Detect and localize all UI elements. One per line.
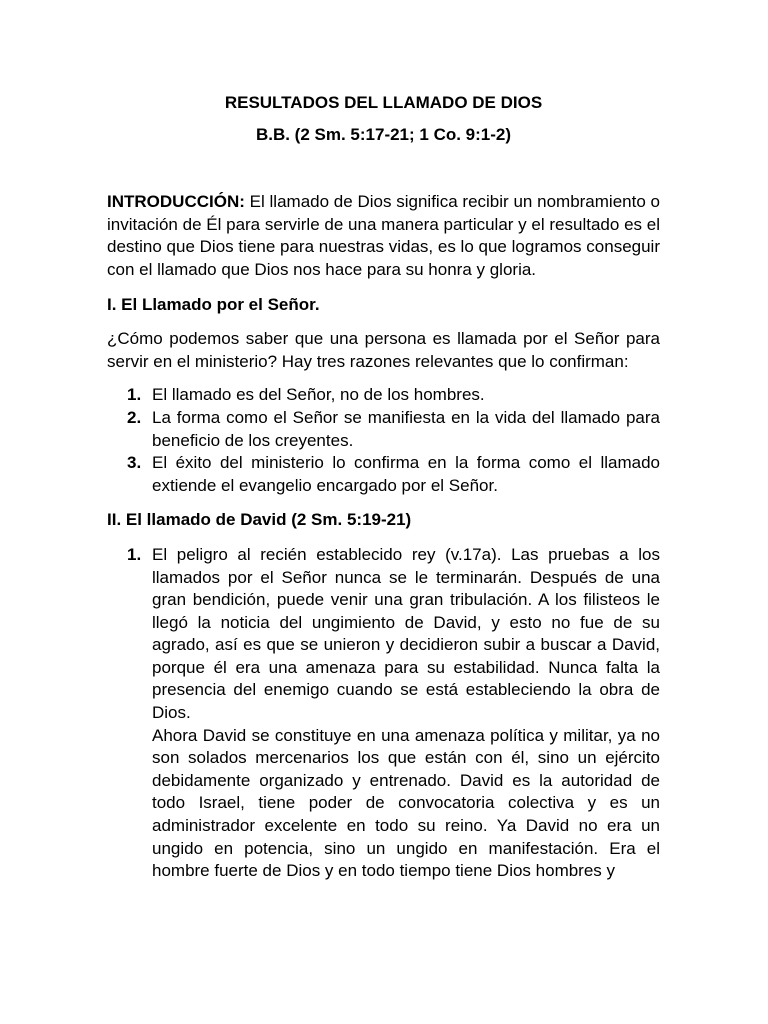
document-page xyxy=(107,92,660,883)
scripture-reference: B.B. (2 Sm. 5:17-21; 1 Co. 9:1-2) xyxy=(255,124,512,144)
document-title: RESULTADOS DEL LLAMADO DE DIOS xyxy=(224,93,543,112)
section-2-heading: II. El llamado de David (2 Sm. 5:19-21) xyxy=(107,510,412,530)
section-1-list xyxy=(107,384,660,497)
introduction-text: El llamado de Dios significa recibir un nombramiento o invitación de Él para servirle de una manera particular y el resultado es el destino que Dios tiene para nuestras vidas, es lo que logramos conseguir con el llamado que Dios nos hace para su honra y gloria. xyxy=(107,192,660,279)
list-item xyxy=(107,407,660,452)
list-item-number: 1. xyxy=(127,544,142,564)
list-item-continuation: Ahora David se constituye en una amenaza política y militar, ya no son solados mercenarios los que están con él, sino un ejército debidamente organizado y entrenado. David es la autoridad de todo Israel, tiene poder de convocatoria colectiva y es un administrador excelente en todo su reino. Ya David no era un ungido en potencia, sino un ungido en manifestación. Era el hombre fuerte de Dios y en todo tiempo tiene Dios hombres y xyxy=(152,725,660,881)
section-1-heading: I. El Llamado por el Señor. xyxy=(107,294,320,314)
list-item-number: 1. xyxy=(127,385,142,405)
list-item-number: 2. xyxy=(127,407,142,427)
list-item-number: 3. xyxy=(127,453,142,473)
introduction-label: INTRODUCCIÓN: xyxy=(107,192,245,212)
list-item-text: El llamado es del Señor, no de los hombres. xyxy=(152,385,485,405)
list-item xyxy=(107,452,660,497)
list-item-text: El éxito del ministerio lo confirma en la forma como el llamado extiende el evangelio encargado por el Señor. xyxy=(152,453,660,495)
list-item xyxy=(107,544,660,883)
section-2-list xyxy=(107,544,660,883)
list-item-text: El peligro al recién establecido rey (v.17a). Las pruebas a los llamados por el Señor nunca se le terminarán. Después de una gran bendición, puede venir una gran tribulación. A los filisteos le llegó la noticia del ungimiento de David, y esto no fue de su agrado, así es que se unieron y decidieron subir a buscar a David, porque él era una amenaza para su estabilidad. Nunca falta la presencia del enemigo cuando se está estableciendo la obra de Dios. xyxy=(152,544,660,723)
list-item-text: La forma como el Señor se manifiesta en la vida del llamado para beneficio de los creyentes. xyxy=(152,407,660,450)
introduction-paragraph xyxy=(107,191,660,281)
section-1-paragraph: ¿Cómo podemos saber que una persona es llamada por el Señor para servir en el ministerio? Hay tres razones relevantes que lo confirman: xyxy=(107,329,660,371)
list-item xyxy=(107,384,660,407)
